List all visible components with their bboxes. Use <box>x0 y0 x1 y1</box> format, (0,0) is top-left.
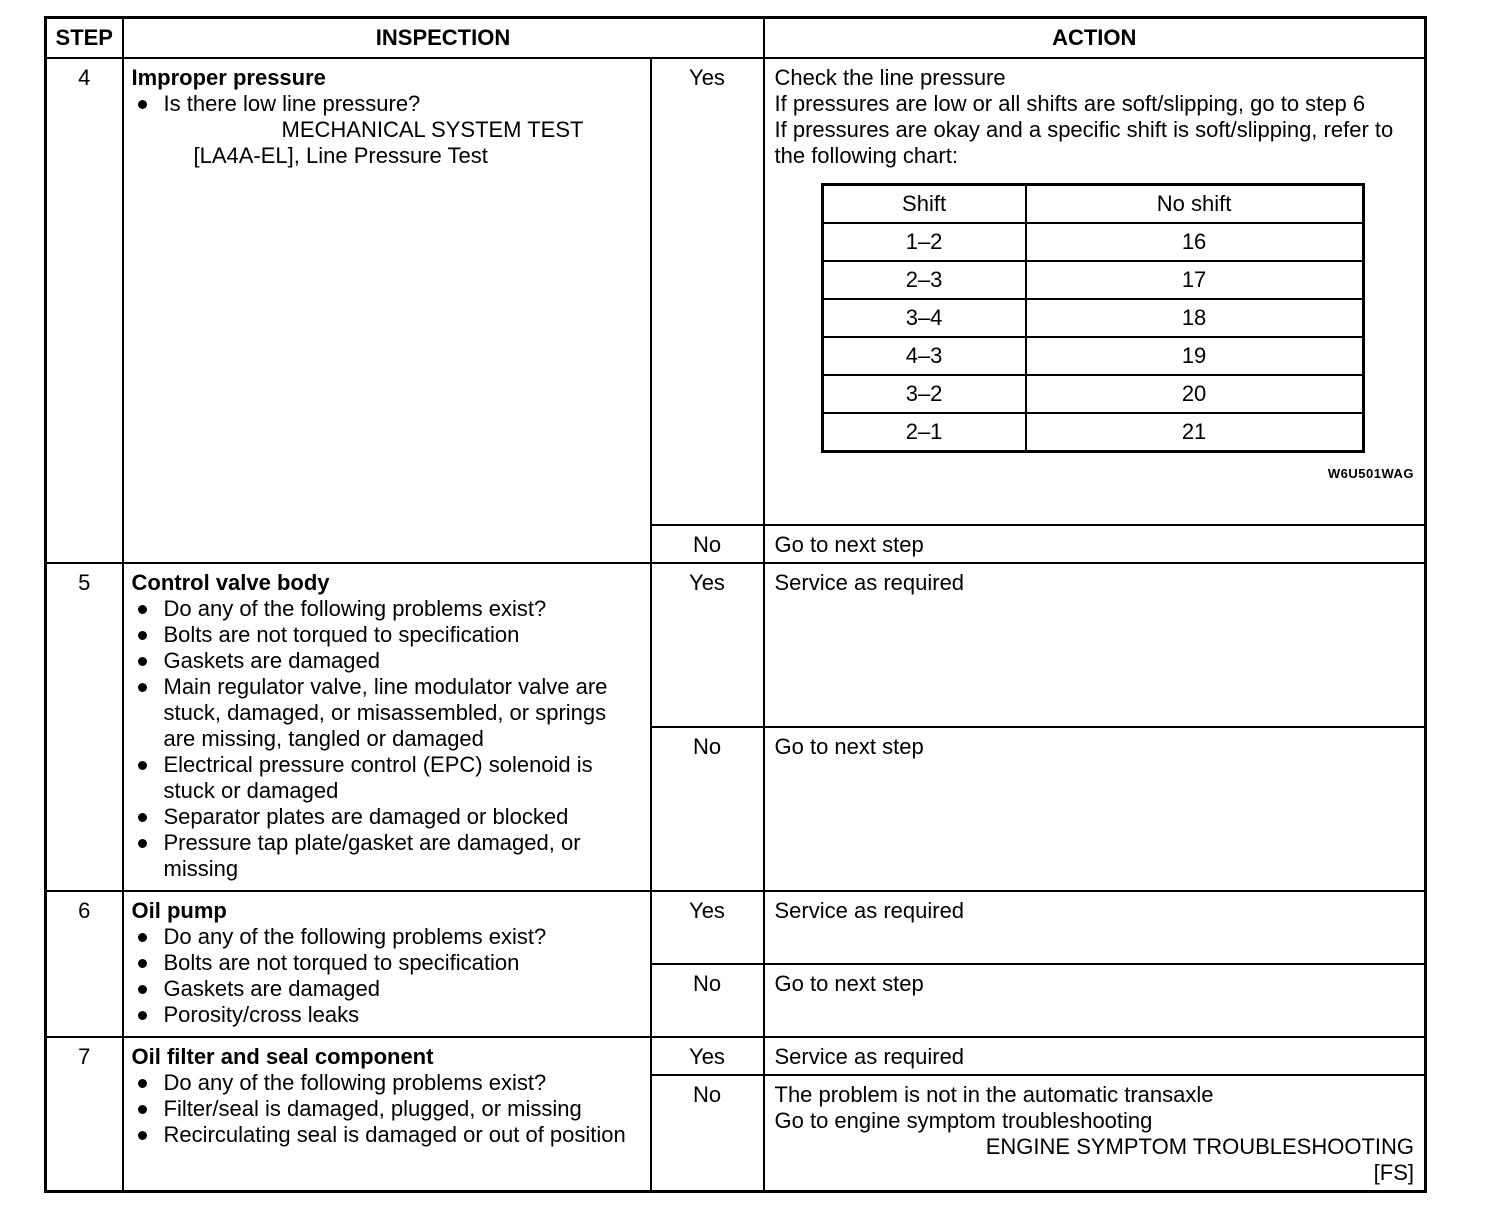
yes-label: Yes <box>651 891 764 964</box>
shift-value: 3–2 <box>822 375 1026 413</box>
action-cell <box>764 58 1426 525</box>
inspection-bullet: Recirculating seal is damaged or out of position <box>132 1122 642 1148</box>
inspection-title: Oil filter and seal component <box>131 1044 434 1069</box>
shift-chart-row <box>822 223 1363 261</box>
shift-value: 2–1 <box>822 413 1026 452</box>
inspection-bullet: Do any of the following problems exist? <box>132 596 642 622</box>
step-ref: 17 <box>1026 261 1363 299</box>
step-ref: 18 <box>1026 299 1363 337</box>
inspection-bullet: Gaskets are damaged <box>132 976 642 1002</box>
action-text: If pressures are okay and a specific shift is soft/slipping, refer to the following chart: <box>774 117 1394 168</box>
reference-link[interactable]: MECHANICAL SYSTEM TEST <box>281 117 584 142</box>
header-action: ACTION <box>764 18 1426 59</box>
figure-code: W6U501WAG <box>1327 466 1414 481</box>
inspection-bullet: Electrical pressure control (EPC) solenoid is stuck or damaged <box>132 752 642 804</box>
step-number: 5 <box>46 563 123 891</box>
table-row <box>46 563 1426 727</box>
inspection-bullets <box>132 924 642 1028</box>
inspection-bullet: Main regulator valve, line modulator valve are stuck, damaged, or misassembled, or springs are missing, tangled or damaged <box>132 674 642 752</box>
action-text: Go to engine symptom troubleshooting <box>774 1108 1153 1133</box>
shift-chart-row <box>822 261 1363 299</box>
shift-chart-row <box>822 337 1363 375</box>
action-text: Go to next step <box>764 964 1426 1037</box>
no-label: No <box>651 525 764 563</box>
table-row <box>46 58 1426 525</box>
action-text: Service as required <box>764 891 1426 964</box>
yes-label: Yes <box>651 1037 764 1075</box>
step-ref: 20 <box>1026 375 1363 413</box>
action-text: Go to next step <box>764 727 1426 891</box>
action-text: Check the line pressure <box>774 65 1006 90</box>
no-label: No <box>651 964 764 1037</box>
reference-link[interactable]: [LA4A-EL], Line Pressure Test <box>193 143 488 168</box>
shift-chart-header <box>822 185 1363 224</box>
step-ref: 16 <box>1026 223 1363 261</box>
action-text: Service as required <box>764 563 1426 727</box>
inspection-bullet: Separator plates are damaged or blocked <box>132 804 642 830</box>
inspection-bullets <box>132 1070 642 1148</box>
yes-label: Yes <box>651 58 764 525</box>
header-inspection: INSPECTION <box>123 18 764 59</box>
table-row <box>46 1037 1426 1075</box>
reference-link[interactable]: [FS] <box>1373 1160 1414 1185</box>
action-cell <box>764 1075 1426 1192</box>
shift-value: 3–4 <box>822 299 1026 337</box>
inspection-cell <box>123 891 651 1037</box>
inspection-title: Control valve body <box>131 570 330 595</box>
inspection-title: Oil pump <box>131 898 227 923</box>
inspection-bullet: Bolts are not torqued to specification <box>132 950 642 976</box>
shift-chart-header-shift: Shift <box>822 185 1026 224</box>
inspection-bullet: Do any of the following problems exist? <box>132 1070 642 1096</box>
shift-chart-header-noshift: No shift <box>1026 185 1363 224</box>
no-label: No <box>651 1075 764 1192</box>
inspection-bullet: Do any of the following problems exist? <box>132 924 642 950</box>
shift-value: 2–3 <box>822 261 1026 299</box>
troubleshooting-table <box>44 16 1427 1193</box>
shift-chart-row <box>822 299 1363 337</box>
step-ref: 21 <box>1026 413 1363 452</box>
inspection-bullet: Is there low line pressure? <box>132 91 642 117</box>
header-row <box>46 18 1426 59</box>
inspection-bullet: Bolts are not torqued to specification <box>132 622 642 648</box>
step-number: 7 <box>46 1037 123 1192</box>
shift-chart-row <box>822 375 1363 413</box>
inspection-bullets <box>132 91 642 117</box>
inspection-bullet: Filter/seal is damaged, plugged, or missing <box>132 1096 642 1122</box>
shift-value: 1–2 <box>822 223 1026 261</box>
action-text: Service as required <box>764 1037 1426 1075</box>
step-number: 4 <box>46 58 123 563</box>
header-step: STEP <box>46 18 123 59</box>
reference-link[interactable]: ENGINE SYMPTOM TROUBLESHOOTING <box>985 1134 1414 1159</box>
action-text: If pressures are low or all shifts are soft/slipping, go to step 6 <box>774 91 1366 116</box>
shift-chart-row <box>822 413 1363 452</box>
inspection-bullets <box>132 596 642 882</box>
inspection-title: Improper pressure <box>131 65 326 90</box>
inspection-cell <box>123 1037 651 1192</box>
shift-chart <box>821 183 1365 453</box>
action-text: Go to next step <box>764 525 1426 563</box>
step-number: 6 <box>46 891 123 1037</box>
no-label: No <box>651 727 764 891</box>
action-text: The problem is not in the automatic transaxle <box>774 1082 1214 1107</box>
inspection-bullet: Porosity/cross leaks <box>132 1002 642 1028</box>
shift-value: 4–3 <box>822 337 1026 375</box>
step-ref: 19 <box>1026 337 1363 375</box>
inspection-bullet: Gaskets are damaged <box>132 648 642 674</box>
troubleshooting-table-page <box>44 16 1424 1193</box>
table-row <box>46 891 1426 964</box>
inspection-cell <box>123 58 651 563</box>
inspection-bullet: Pressure tap plate/gasket are damaged, or missing <box>132 830 642 882</box>
inspection-cell <box>123 563 651 891</box>
yes-label: Yes <box>651 563 764 727</box>
